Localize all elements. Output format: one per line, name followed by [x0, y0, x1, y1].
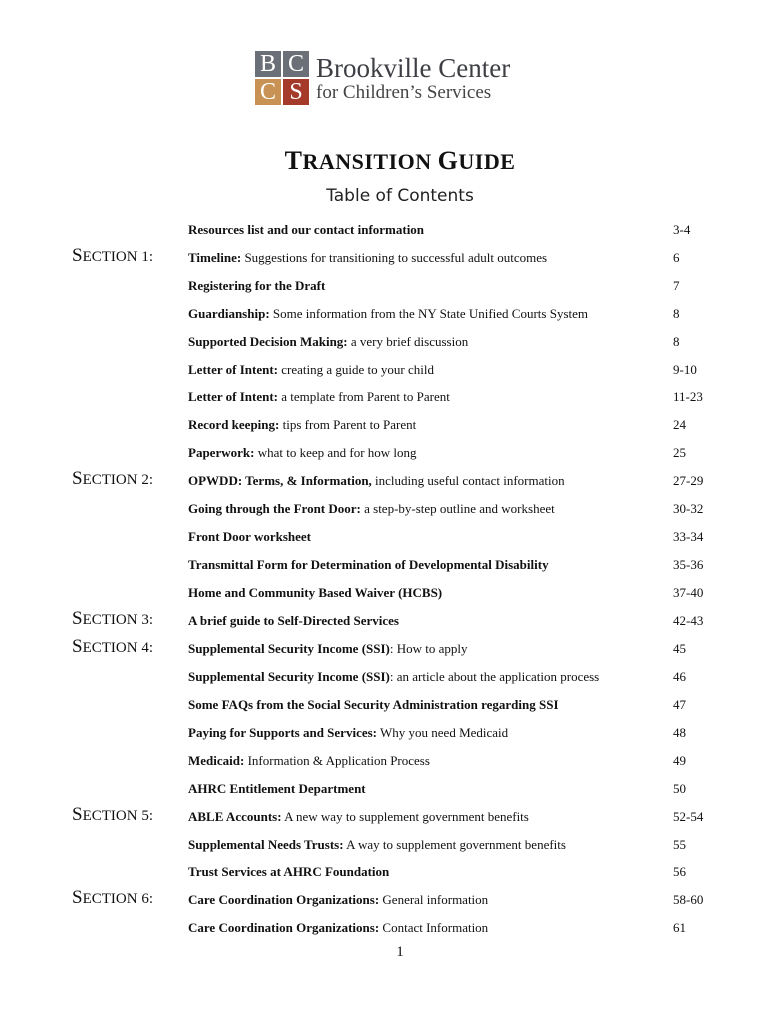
toc-entry-title: Timeline: Suggestions for transitioning to successful adult outcomes	[188, 250, 548, 265]
toc-entry-title: Medicaid: Information & Application Process	[188, 753, 430, 768]
logo-organization-subtitle: for Children’s Services	[316, 82, 492, 103]
page-number: 1	[396, 944, 404, 960]
toc-entry-pages: 58-60	[673, 892, 704, 907]
toc-entry-pages: 45	[673, 641, 686, 656]
toc-entry-title: Paperwork: what to keep and for how long	[188, 445, 417, 460]
toc-entry-title: Supplemental Security Income (SSI): an article about the application process	[188, 669, 600, 684]
toc-entry-pages: 11-23	[673, 389, 703, 404]
toc-entry-pages: 46	[673, 669, 686, 684]
toc-entry-pages: 49	[673, 753, 686, 768]
toc-entry[interactable]	[188, 415, 708, 435]
toc-entry-pages: 7	[673, 278, 680, 293]
toc-entry[interactable]	[188, 471, 708, 491]
logo-organization-name: Brookville Center	[316, 53, 511, 83]
section-5-label: SECTION 5:	[72, 804, 153, 825]
toc-entry-title: OPWDD: Terms, & Information, including useful contact information	[188, 473, 565, 488]
logo-tile-c-bottom: C	[255, 79, 281, 105]
toc-entry-title: Trust Services at AHRC Foundation	[188, 864, 390, 879]
toc-entry-title: Care Coordination Organizations: General information	[188, 892, 489, 907]
toc-entry-pages: 33-34	[673, 529, 704, 544]
toc-entry[interactable]	[188, 639, 708, 659]
toc-entry[interactable]	[188, 583, 708, 603]
toc-entry-pages: 24	[673, 417, 686, 432]
logo-tile-b: B	[255, 51, 281, 77]
toc-entry[interactable]	[188, 695, 708, 715]
toc-entry-pages: 47	[673, 697, 686, 712]
section-1-label: SECTION 1:	[72, 245, 153, 266]
toc-entry[interactable]	[188, 360, 708, 380]
toc-entry-title: Some FAQs from the Social Security Administration regarding SSI	[188, 697, 559, 712]
toc-entry-title: Record keeping: tips from Parent to Parent	[188, 417, 417, 432]
toc-entry[interactable]	[188, 779, 708, 799]
toc-entry[interactable]	[188, 862, 708, 882]
toc-entry-pages: 25	[673, 445, 686, 460]
toc-entry-title: Registering for the Draft	[188, 278, 326, 293]
toc-entry-title: Home and Community Based Waiver (HCBS)	[188, 585, 443, 600]
toc-entry-title: Letter of Intent: a template from Parent to Parent	[188, 389, 450, 404]
toc-entry[interactable]	[188, 723, 708, 743]
toc-entry-pages: 30-32	[673, 501, 704, 516]
toc-entry[interactable]	[188, 667, 708, 687]
section-6-label: SECTION 6:	[72, 887, 153, 908]
toc-entry-title: Care Coordination Organizations: Contact Information	[188, 920, 489, 935]
document-title: TRANSITION GUIDE	[284, 146, 516, 175]
toc-entry-title: Going through the Front Door: a step-by-step outline and worksheet	[188, 501, 555, 516]
toc-entry-title: Resources list and our contact information	[188, 222, 425, 237]
section-4-label: SECTION 4:	[72, 636, 153, 657]
toc-entry[interactable]	[188, 276, 708, 296]
toc-entry[interactable]	[188, 220, 708, 240]
toc-entry[interactable]	[188, 304, 708, 324]
toc-entry[interactable]	[188, 751, 708, 771]
toc-entry-pages: 3-4	[673, 222, 691, 237]
toc-entry-pages: 9-10	[673, 362, 697, 377]
toc-entry-title: Supplemental Needs Trusts: A way to supplement government benefits	[188, 837, 566, 852]
section-3-label: SECTION 3:	[72, 608, 153, 629]
toc-entry-pages: 48	[673, 725, 686, 740]
toc-entry[interactable]	[188, 835, 708, 855]
toc-entry-pages: 50	[673, 781, 686, 796]
toc-entry-title: A brief guide to Self-Directed Services	[188, 613, 399, 628]
toc-entry[interactable]	[188, 527, 708, 547]
logo-tile-c-top: C	[283, 51, 309, 77]
toc-entry-pages: 55	[673, 837, 686, 852]
section-2-label: SECTION 2:	[72, 468, 153, 489]
toc-entry[interactable]	[188, 248, 708, 268]
toc-entry-title: Front Door worksheet	[188, 529, 312, 544]
toc-entry-pages: 56	[673, 864, 686, 879]
toc-entry-title: Supported Decision Making: a very brief discussion	[188, 334, 469, 349]
toc-entry-title: Paying for Supports and Services: Why you need Medicaid	[188, 725, 509, 740]
toc-entry[interactable]	[188, 443, 708, 463]
toc-entry[interactable]	[188, 807, 708, 827]
toc-entry-title: Letter of Intent: creating a guide to your child	[188, 362, 434, 377]
toc-entry[interactable]	[188, 918, 708, 938]
toc-entry-pages: 61	[673, 920, 686, 935]
toc-entry-pages: 8	[673, 306, 680, 321]
table-of-contents-heading: Table of Contents	[326, 186, 474, 206]
toc-entry-title: AHRC Entitlement Department	[188, 781, 366, 796]
toc-entry-pages: 42-43	[673, 613, 704, 628]
toc-entry[interactable]	[188, 332, 708, 352]
toc-entry-pages: 27-29	[673, 473, 704, 488]
toc-entry-title: Guardianship: Some information from the NY State Unified Courts System	[188, 306, 588, 321]
toc-entry[interactable]	[188, 499, 708, 519]
brookville-logo	[255, 51, 545, 107]
toc-entry-title: Transmittal Form for Determination of Developmental Disability	[188, 557, 549, 572]
toc-entry-title: ABLE Accounts: A new way to supplement government benefits	[188, 809, 529, 824]
toc-entry[interactable]	[188, 611, 708, 631]
toc-entry-pages: 37-40	[673, 585, 704, 600]
toc-entry-pages: 6	[673, 250, 680, 265]
toc-entry-title: Supplemental Security Income (SSI): How to apply	[188, 641, 468, 656]
toc-entry[interactable]	[188, 387, 708, 407]
toc-entry-pages: 35-36	[673, 557, 704, 572]
toc-entry[interactable]	[188, 890, 708, 910]
toc-entry-pages: 8	[673, 334, 680, 349]
bccs-monogram	[255, 51, 310, 106]
toc-entry[interactable]	[188, 555, 708, 575]
logo-tile-s: S	[283, 79, 309, 105]
toc-entry-pages: 52-54	[673, 809, 704, 824]
